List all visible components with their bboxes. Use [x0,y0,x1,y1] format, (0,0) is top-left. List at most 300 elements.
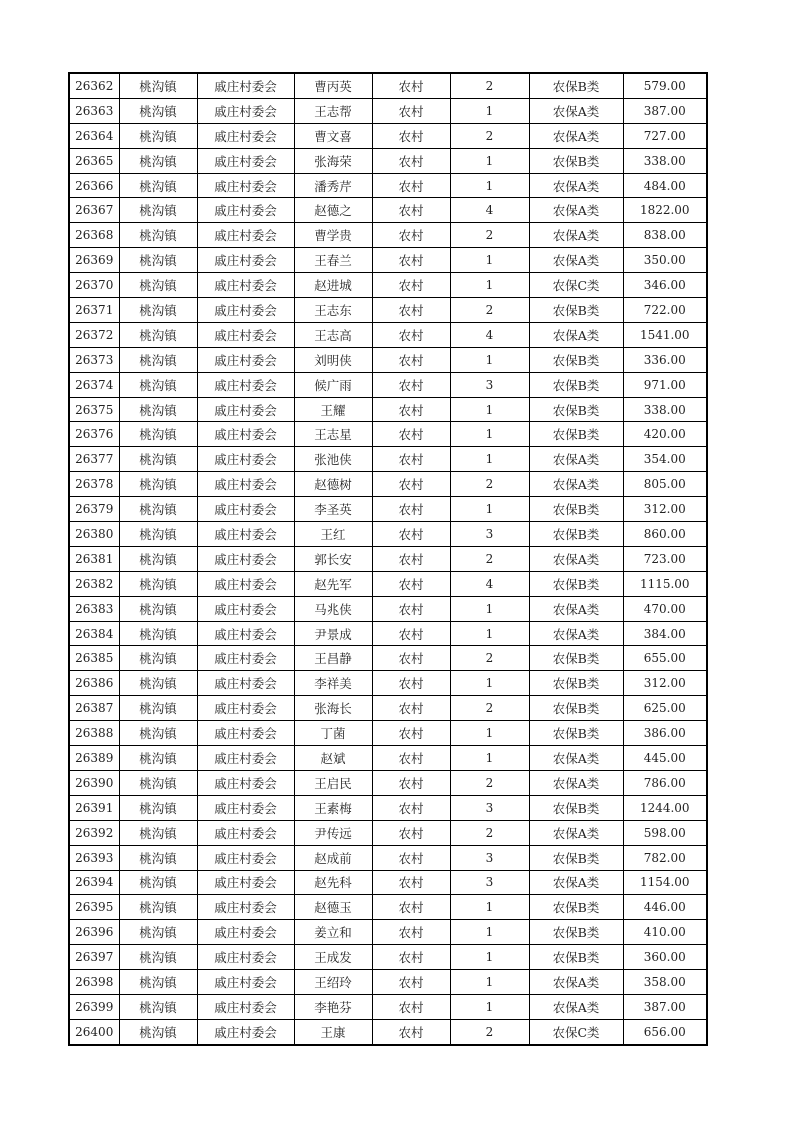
town-cell: 桃沟镇 [119,248,197,273]
village-cell: 戚庄村委会 [197,820,294,845]
amount-cell: 579.00 [623,73,707,98]
village-cell: 戚庄村委会 [197,497,294,522]
name-cell: 潘秀芹 [294,173,372,198]
category-cell: 农保A类 [529,746,623,771]
id-cell: 26394 [69,870,119,895]
amount-cell: 655.00 [623,646,707,671]
household-size-cell: 2 [450,696,529,721]
name-cell: 候广雨 [294,372,372,397]
id-cell: 26388 [69,721,119,746]
table-row [69,795,707,820]
amount-cell: 598.00 [623,820,707,845]
household-size-cell: 2 [450,646,529,671]
amount-cell: 971.00 [623,372,707,397]
id-cell: 26397 [69,945,119,970]
area-cell: 农村 [372,497,450,522]
id-cell: 26376 [69,422,119,447]
area-cell: 农村 [372,945,450,970]
table-row [69,746,707,771]
household-size-cell: 1 [450,994,529,1019]
village-cell: 戚庄村委会 [197,447,294,472]
town-cell: 桃沟镇 [119,721,197,746]
category-cell: 农保A类 [529,173,623,198]
table-row [69,970,707,995]
town-cell: 桃沟镇 [119,945,197,970]
household-size-cell: 2 [450,770,529,795]
id-cell: 26373 [69,347,119,372]
amount-cell: 336.00 [623,347,707,372]
town-cell: 桃沟镇 [119,671,197,696]
village-cell: 戚庄村委会 [197,347,294,372]
name-cell: 李艳芬 [294,994,372,1019]
table-row [69,895,707,920]
area-cell: 农村 [372,696,450,721]
village-cell: 戚庄村委会 [197,298,294,323]
id-cell: 26375 [69,397,119,422]
table-row [69,148,707,173]
name-cell: 赵成前 [294,845,372,870]
id-cell: 26366 [69,173,119,198]
town-cell: 桃沟镇 [119,522,197,547]
category-cell: 农保A类 [529,770,623,795]
area-cell: 农村 [372,994,450,1019]
household-size-cell: 1 [450,671,529,696]
household-size-cell: 1 [450,98,529,123]
village-cell: 戚庄村委会 [197,770,294,795]
area-cell: 农村 [372,98,450,123]
name-cell: 王绍玲 [294,970,372,995]
town-cell: 桃沟镇 [119,198,197,223]
table-row [69,945,707,970]
id-cell: 26390 [69,770,119,795]
name-cell: 张海长 [294,696,372,721]
area-cell: 农村 [372,123,450,148]
name-cell: 郭长安 [294,546,372,571]
household-size-cell: 1 [450,497,529,522]
id-cell: 26372 [69,322,119,347]
household-size-cell: 1 [450,945,529,970]
village-cell: 戚庄村委会 [197,845,294,870]
amount-cell: 727.00 [623,123,707,148]
village-cell: 戚庄村委会 [197,994,294,1019]
household-size-cell: 3 [450,372,529,397]
table-row [69,870,707,895]
area-cell: 农村 [372,845,450,870]
town-cell: 桃沟镇 [119,223,197,248]
amount-cell: 722.00 [623,298,707,323]
amount-cell: 838.00 [623,223,707,248]
table-row [69,347,707,372]
town-cell: 桃沟镇 [119,98,197,123]
category-cell: 农保B类 [529,73,623,98]
category-cell: 农保A类 [529,248,623,273]
table-row [69,223,707,248]
village-cell: 戚庄村委会 [197,173,294,198]
village-cell: 戚庄村委会 [197,397,294,422]
household-size-cell: 1 [450,148,529,173]
category-cell: 农保B类 [529,571,623,596]
table-row [69,372,707,397]
amount-cell: 312.00 [623,671,707,696]
id-cell: 26365 [69,148,119,173]
table-row [69,571,707,596]
household-size-cell: 1 [450,248,529,273]
household-size-cell: 1 [450,746,529,771]
household-size-cell: 1 [450,422,529,447]
category-cell: 农保B类 [529,721,623,746]
area-cell: 农村 [372,397,450,422]
village-cell: 戚庄村委会 [197,945,294,970]
town-cell: 桃沟镇 [119,920,197,945]
category-cell: 农保B类 [529,920,623,945]
amount-cell: 338.00 [623,397,707,422]
data-table [68,72,708,1046]
category-cell: 农保A类 [529,870,623,895]
category-cell: 农保B类 [529,671,623,696]
village-cell: 戚庄村委会 [197,621,294,646]
id-cell: 26374 [69,372,119,397]
id-cell: 26380 [69,522,119,547]
village-cell: 戚庄村委会 [197,596,294,621]
id-cell: 26377 [69,447,119,472]
name-cell: 曹文喜 [294,123,372,148]
table-row [69,546,707,571]
id-cell: 26362 [69,73,119,98]
name-cell: 李祥美 [294,671,372,696]
amount-cell: 384.00 [623,621,707,646]
household-size-cell: 2 [450,223,529,248]
amount-cell: 1244.00 [623,795,707,820]
table-row [69,98,707,123]
household-size-cell: 3 [450,522,529,547]
village-cell: 戚庄村委会 [197,248,294,273]
category-cell: 农保B类 [529,945,623,970]
table-row [69,820,707,845]
table-row [69,248,707,273]
amount-cell: 860.00 [623,522,707,547]
household-size-cell: 1 [450,397,529,422]
town-cell: 桃沟镇 [119,472,197,497]
village-cell: 戚庄村委会 [197,895,294,920]
name-cell: 王志帮 [294,98,372,123]
amount-cell: 625.00 [623,696,707,721]
household-size-cell: 2 [450,820,529,845]
name-cell: 王春兰 [294,248,372,273]
amount-cell: 1822.00 [623,198,707,223]
town-cell: 桃沟镇 [119,273,197,298]
table-row [69,994,707,1019]
id-cell: 26386 [69,671,119,696]
area-cell: 农村 [372,721,450,746]
table-row [69,447,707,472]
village-cell: 戚庄村委会 [197,571,294,596]
table-row [69,273,707,298]
town-cell: 桃沟镇 [119,870,197,895]
id-cell: 26400 [69,1019,119,1044]
category-cell: 农保B类 [529,422,623,447]
village-cell: 戚庄村委会 [197,372,294,397]
category-cell: 农保B类 [529,347,623,372]
village-cell: 戚庄村委会 [197,198,294,223]
amount-cell: 805.00 [623,472,707,497]
table-row [69,173,707,198]
name-cell: 李圣英 [294,497,372,522]
area-cell: 农村 [372,273,450,298]
amount-cell: 1154.00 [623,870,707,895]
area-cell: 农村 [372,770,450,795]
village-cell: 戚庄村委会 [197,472,294,497]
category-cell: 农保A类 [529,123,623,148]
household-size-cell: 1 [450,895,529,920]
table-row [69,472,707,497]
area-cell: 农村 [372,895,450,920]
town-cell: 桃沟镇 [119,820,197,845]
name-cell: 王启民 [294,770,372,795]
household-size-cell: 4 [450,198,529,223]
table-row [69,770,707,795]
table-row [69,198,707,223]
area-cell: 农村 [372,73,450,98]
category-cell: 农保B类 [529,497,623,522]
name-cell: 王昌静 [294,646,372,671]
town-cell: 桃沟镇 [119,895,197,920]
name-cell: 王志星 [294,422,372,447]
name-cell: 丁菌 [294,721,372,746]
household-size-cell: 2 [450,73,529,98]
name-cell: 王素梅 [294,795,372,820]
village-cell: 戚庄村委会 [197,646,294,671]
area-cell: 农村 [372,198,450,223]
amount-cell: 420.00 [623,422,707,447]
table-row [69,322,707,347]
amount-cell: 386.00 [623,721,707,746]
name-cell: 赵先军 [294,571,372,596]
town-cell: 桃沟镇 [119,347,197,372]
area-cell: 农村 [372,522,450,547]
id-cell: 26393 [69,845,119,870]
town-cell: 桃沟镇 [119,322,197,347]
amount-cell: 410.00 [623,920,707,945]
id-cell: 26369 [69,248,119,273]
amount-cell: 484.00 [623,173,707,198]
area-cell: 农村 [372,173,450,198]
village-cell: 戚庄村委会 [197,920,294,945]
name-cell: 赵先科 [294,870,372,895]
area-cell: 农村 [372,472,450,497]
category-cell: 农保B类 [529,298,623,323]
area-cell: 农村 [372,422,450,447]
household-size-cell: 1 [450,721,529,746]
id-cell: 26381 [69,546,119,571]
town-cell: 桃沟镇 [119,696,197,721]
id-cell: 26398 [69,970,119,995]
household-size-cell: 1 [450,596,529,621]
category-cell: 农保A类 [529,98,623,123]
village-cell: 戚庄村委会 [197,671,294,696]
village-cell: 戚庄村委会 [197,795,294,820]
village-cell: 戚庄村委会 [197,273,294,298]
amount-cell: 470.00 [623,596,707,621]
table-row [69,721,707,746]
household-size-cell: 4 [450,322,529,347]
amount-cell: 350.00 [623,248,707,273]
id-cell: 26383 [69,596,119,621]
town-cell: 桃沟镇 [119,123,197,148]
name-cell: 马兆侠 [294,596,372,621]
amount-cell: 786.00 [623,770,707,795]
amount-cell: 360.00 [623,945,707,970]
category-cell: 农保B类 [529,148,623,173]
town-cell: 桃沟镇 [119,447,197,472]
category-cell: 农保B类 [529,845,623,870]
id-cell: 26395 [69,895,119,920]
name-cell: 姜立和 [294,920,372,945]
table-row [69,621,707,646]
amount-cell: 656.00 [623,1019,707,1044]
town-cell: 桃沟镇 [119,845,197,870]
table-row [69,671,707,696]
id-cell: 26371 [69,298,119,323]
town-cell: 桃沟镇 [119,994,197,1019]
town-cell: 桃沟镇 [119,571,197,596]
area-cell: 农村 [372,920,450,945]
amount-cell: 354.00 [623,447,707,472]
area-cell: 农村 [372,223,450,248]
household-size-cell: 4 [450,571,529,596]
household-size-cell: 1 [450,970,529,995]
town-cell: 桃沟镇 [119,646,197,671]
id-cell: 26368 [69,223,119,248]
id-cell: 26378 [69,472,119,497]
amount-cell: 358.00 [623,970,707,995]
area-cell: 农村 [372,820,450,845]
id-cell: 26379 [69,497,119,522]
amount-cell: 387.00 [623,98,707,123]
household-size-cell: 1 [450,173,529,198]
household-size-cell: 1 [450,621,529,646]
amount-cell: 346.00 [623,273,707,298]
id-cell: 26384 [69,621,119,646]
household-size-cell: 1 [450,447,529,472]
amount-cell: 1115.00 [623,571,707,596]
table-body [69,73,707,1045]
area-cell: 农村 [372,571,450,596]
village-cell: 戚庄村委会 [197,721,294,746]
id-cell: 26385 [69,646,119,671]
id-cell: 26367 [69,198,119,223]
town-cell: 桃沟镇 [119,73,197,98]
name-cell: 赵斌 [294,746,372,771]
category-cell: 农保A类 [529,596,623,621]
category-cell: 农保B类 [529,397,623,422]
village-cell: 戚庄村委会 [197,223,294,248]
village-cell: 戚庄村委会 [197,123,294,148]
id-cell: 26399 [69,994,119,1019]
area-cell: 农村 [372,546,450,571]
amount-cell: 1541.00 [623,322,707,347]
town-cell: 桃沟镇 [119,596,197,621]
household-size-cell: 2 [450,472,529,497]
town-cell: 桃沟镇 [119,372,197,397]
name-cell: 尹传远 [294,820,372,845]
category-cell: 农保A类 [529,546,623,571]
household-size-cell: 3 [450,870,529,895]
village-cell: 戚庄村委会 [197,73,294,98]
household-size-cell: 1 [450,920,529,945]
village-cell: 戚庄村委会 [197,322,294,347]
name-cell: 赵德树 [294,472,372,497]
town-cell: 桃沟镇 [119,621,197,646]
town-cell: 桃沟镇 [119,746,197,771]
village-cell: 戚庄村委会 [197,546,294,571]
name-cell: 张海荣 [294,148,372,173]
table-row [69,73,707,98]
town-cell: 桃沟镇 [119,770,197,795]
category-cell: 农保A类 [529,322,623,347]
amount-cell: 338.00 [623,148,707,173]
name-cell: 王志东 [294,298,372,323]
amount-cell: 782.00 [623,845,707,870]
category-cell: 农保A类 [529,472,623,497]
area-cell: 农村 [372,646,450,671]
category-cell: 农保C类 [529,273,623,298]
village-cell: 戚庄村委会 [197,870,294,895]
table-row [69,596,707,621]
category-cell: 农保C类 [529,1019,623,1044]
area-cell: 农村 [372,1019,450,1044]
town-cell: 桃沟镇 [119,546,197,571]
category-cell: 农保A类 [529,621,623,646]
area-cell: 农村 [372,372,450,397]
area-cell: 农村 [372,870,450,895]
amount-cell: 387.00 [623,994,707,1019]
name-cell: 刘明侠 [294,347,372,372]
name-cell: 赵德玉 [294,895,372,920]
table-row [69,497,707,522]
area-cell: 农村 [372,596,450,621]
id-cell: 26396 [69,920,119,945]
id-cell: 26392 [69,820,119,845]
area-cell: 农村 [372,148,450,173]
table-row [69,422,707,447]
town-cell: 桃沟镇 [119,397,197,422]
name-cell: 王耀 [294,397,372,422]
area-cell: 农村 [372,248,450,273]
area-cell: 农村 [372,671,450,696]
category-cell: 农保B类 [529,646,623,671]
table-row [69,845,707,870]
town-cell: 桃沟镇 [119,173,197,198]
category-cell: 农保A类 [529,447,623,472]
name-cell: 王康 [294,1019,372,1044]
area-cell: 农村 [372,621,450,646]
household-size-cell: 3 [450,845,529,870]
village-cell: 戚庄村委会 [197,148,294,173]
area-cell: 农村 [372,795,450,820]
area-cell: 农村 [372,322,450,347]
village-cell: 戚庄村委会 [197,1019,294,1044]
category-cell: 农保A类 [529,994,623,1019]
town-cell: 桃沟镇 [119,1019,197,1044]
town-cell: 桃沟镇 [119,970,197,995]
category-cell: 农保B类 [529,895,623,920]
id-cell: 26391 [69,795,119,820]
name-cell: 尹景成 [294,621,372,646]
town-cell: 桃沟镇 [119,422,197,447]
category-cell: 农保B类 [529,795,623,820]
name-cell: 王志高 [294,322,372,347]
name-cell: 赵德之 [294,198,372,223]
